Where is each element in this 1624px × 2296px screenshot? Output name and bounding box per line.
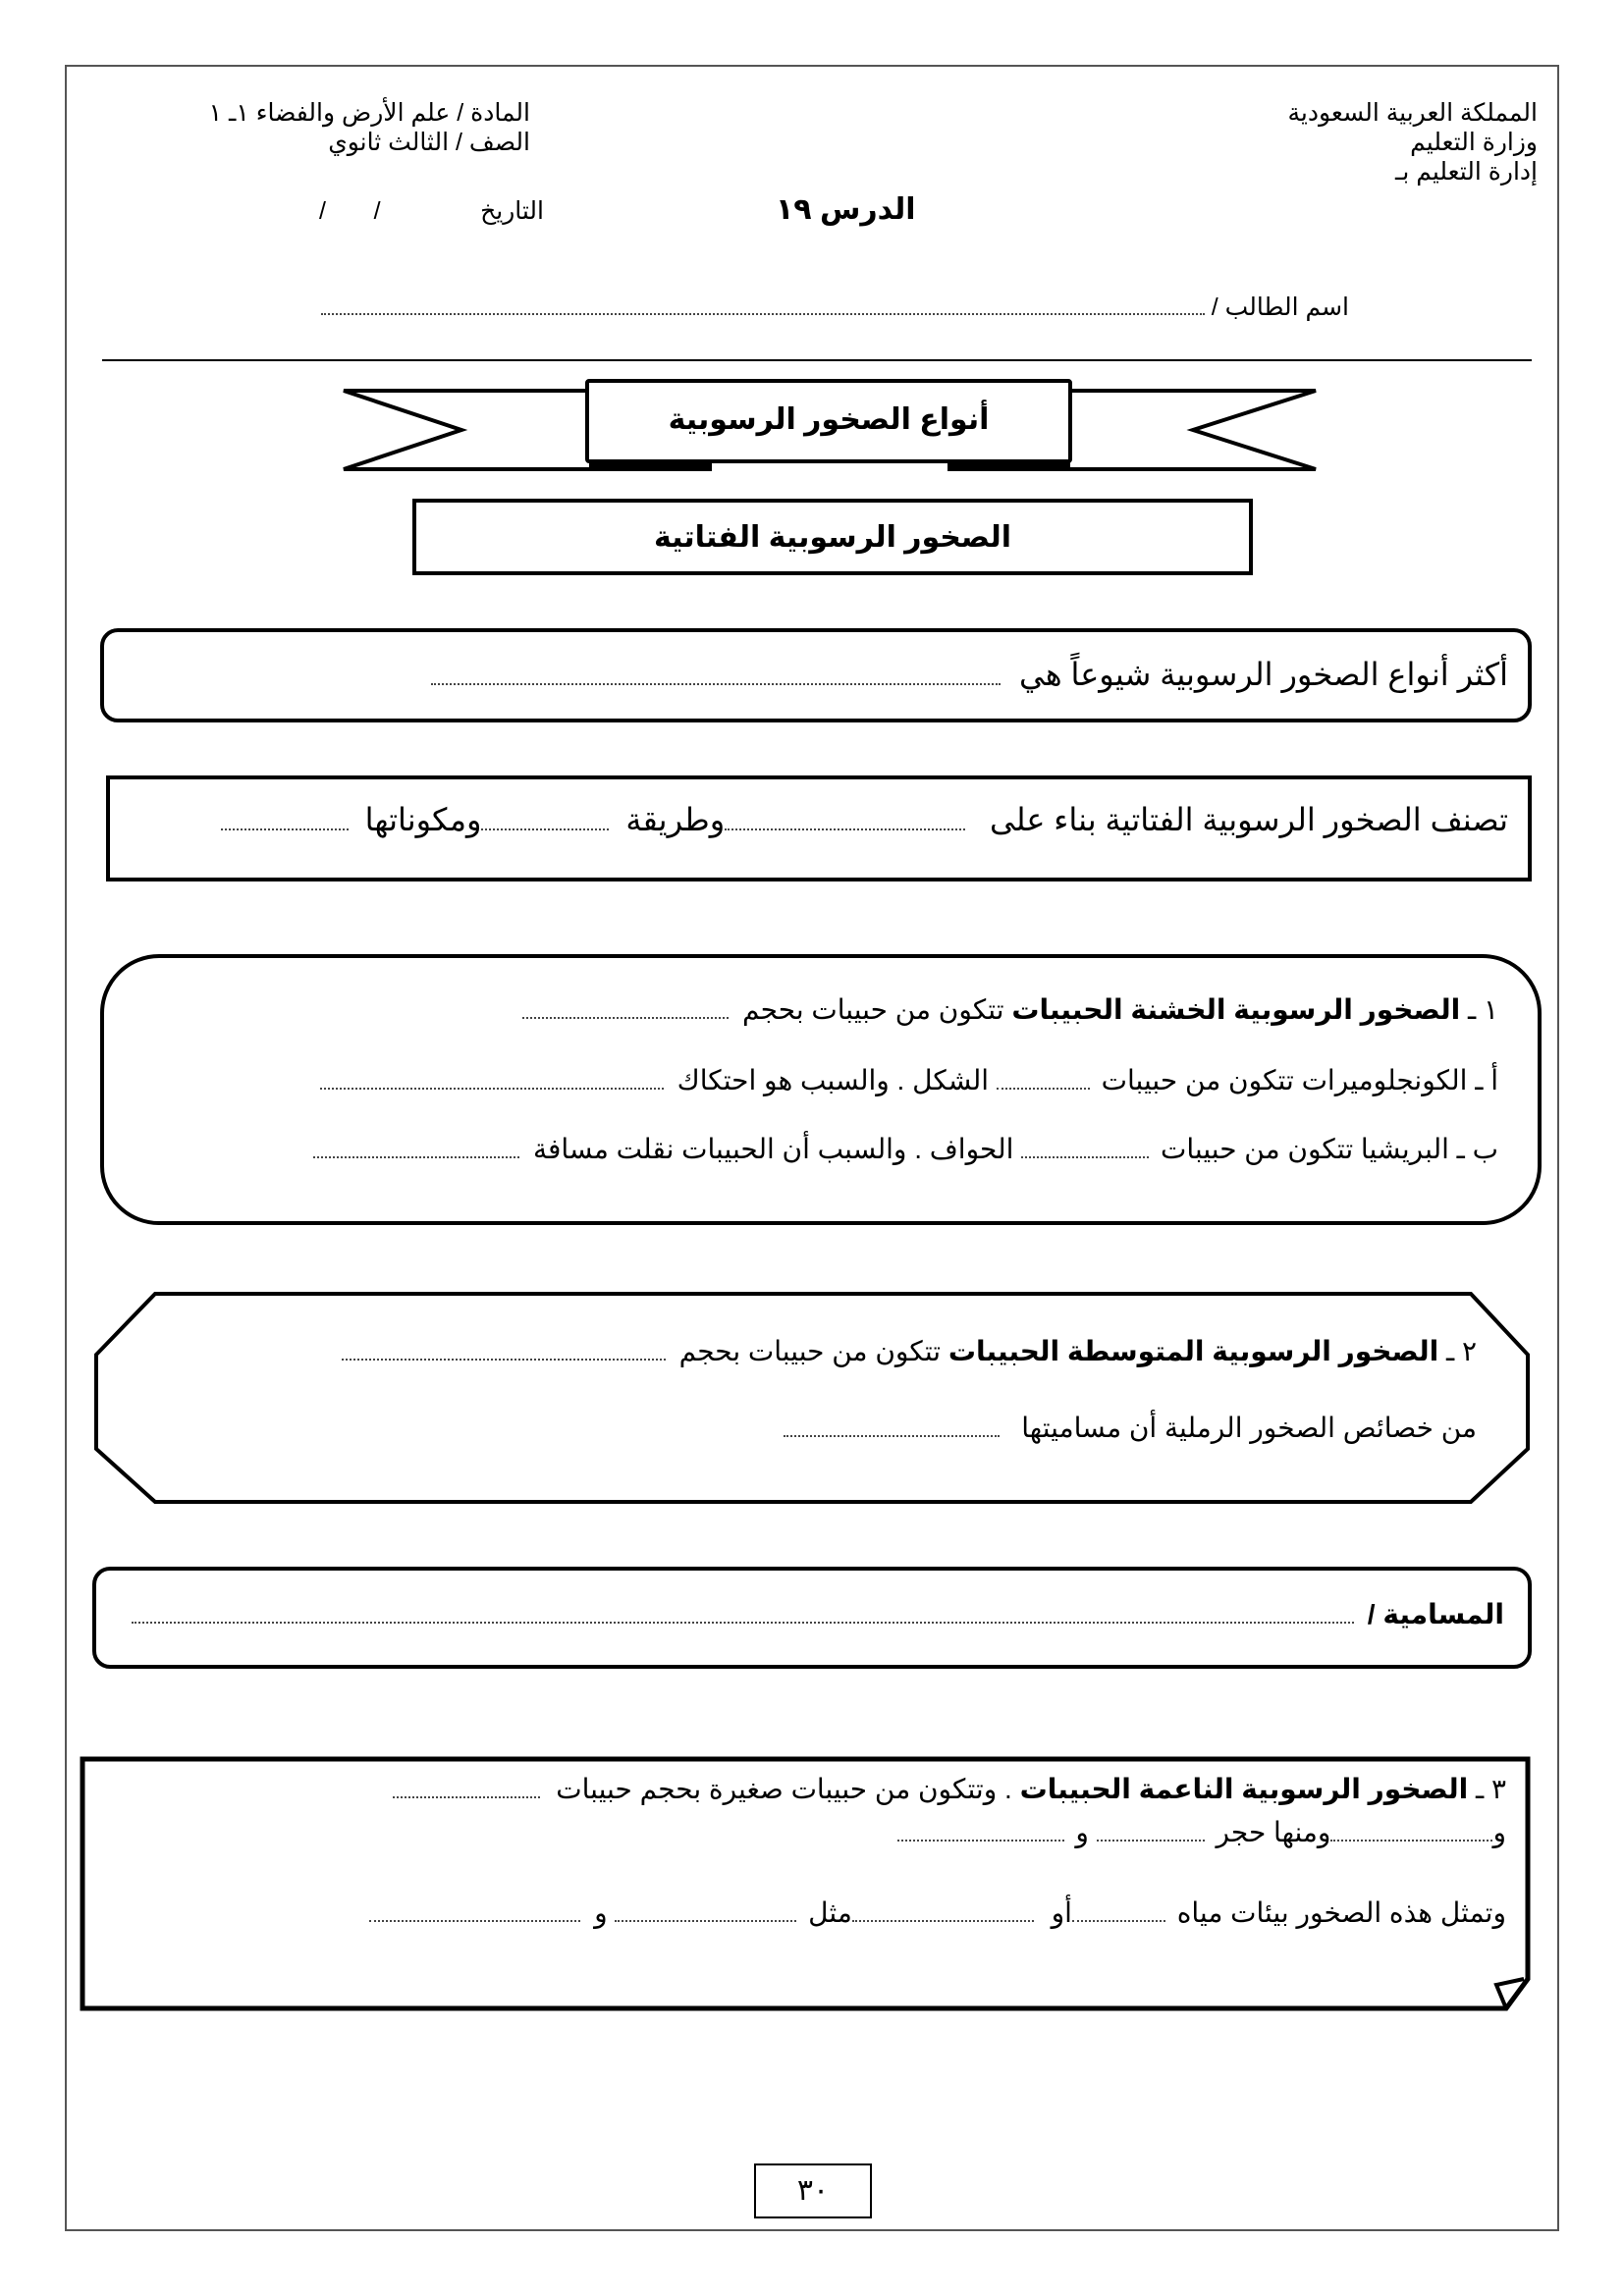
- coarse-a-field-1[interactable]: [997, 1070, 1090, 1090]
- coarse-b-field-1[interactable]: [1021, 1139, 1149, 1158]
- q1-text: أكثر أنواع الصخور الرسوبية شيوعاً هي: [1019, 657, 1508, 692]
- porosity-box: [92, 1567, 1532, 1669]
- coarse-line-1: [104, 993, 1498, 1026]
- fine-l3-field-3[interactable]: [615, 1902, 796, 1922]
- q2-box: [106, 775, 1532, 881]
- porosity-label: المسامية /: [1367, 1599, 1504, 1629]
- fine-l2-c: و: [1075, 1817, 1089, 1847]
- medium-box: [147, 1335, 1477, 1492]
- coarse-a-text-2: الشكل . والسبب هو احتكاك: [677, 1065, 990, 1095]
- q1-line: [104, 656, 1508, 693]
- date-slashes: / /: [319, 197, 381, 225]
- porosity-field[interactable]: [132, 1604, 1354, 1624]
- lesson-title: الدرس ١٩: [776, 193, 916, 226]
- subtitle-box: [412, 499, 1253, 575]
- fine-line-1: [98, 1773, 1506, 1805]
- porosity-line: [96, 1598, 1504, 1630]
- fine-l3-field-4[interactable]: [369, 1902, 580, 1922]
- fine-l2-field-2[interactable]: [1097, 1822, 1205, 1842]
- fine-l3-a: وتمثل هذه الصخور بيئات مياه: [1176, 1897, 1506, 1928]
- fine-l2-field-1[interactable]: [1330, 1822, 1492, 1842]
- q2-answer-field-1[interactable]: [725, 811, 965, 830]
- coarse-b-field-2[interactable]: [313, 1139, 519, 1158]
- coarse-b-text-2: الحواف . والسبب أن الحبيبات نقلت مسافة: [532, 1134, 1014, 1164]
- header-right: [1287, 98, 1538, 187]
- fine-number: ٣ ـ: [1475, 1774, 1506, 1804]
- coarse-line-b: [104, 1133, 1498, 1165]
- coarse-tail: تتكون من حبيبات بحجم: [742, 994, 1004, 1025]
- medium-number: ٢ ـ: [1445, 1336, 1477, 1366]
- coarse-number: ١ ـ: [1467, 994, 1498, 1025]
- header-divider: [102, 359, 1532, 361]
- medium-line-2: [147, 1412, 1477, 1444]
- q2-text-2: وطريقة: [625, 802, 726, 837]
- directorate-label: إدارة التعليم بـ: [1395, 158, 1538, 186]
- fine-line-2: [98, 1816, 1506, 1848]
- fine-l3-field-1[interactable]: [1072, 1902, 1165, 1922]
- q2-text-3: ومكوناتها: [364, 802, 482, 837]
- q2-text-1: تصنف الصخور الرسوبية الفتاتية بناء على: [990, 802, 1508, 837]
- subtitle-text: الصخور الرسوبية الفتاتية: [653, 521, 1012, 554]
- coarse-line-a: [104, 1064, 1498, 1096]
- fine-box: [98, 1773, 1506, 1989]
- kingdom-label: المملكة العربية السعودية: [1287, 99, 1538, 127]
- fine-l3-field-2[interactable]: [852, 1902, 1034, 1922]
- q2-answer-field-3[interactable]: [221, 811, 349, 830]
- q1-box: [100, 628, 1532, 722]
- coarse-heading: الصخور الرسوبية الخشنة الحبيبات: [1011, 994, 1461, 1025]
- coarse-b-text-1: ب ـ البريشيا تتكون من حبيبات: [1160, 1134, 1498, 1164]
- student-name-label: اسم الطالب /: [1211, 294, 1349, 321]
- banner-title: أنواع الصخور الرسوبية: [668, 403, 990, 436]
- page-number: ٣٠: [754, 2163, 872, 2218]
- q2-line: [110, 801, 1508, 838]
- student-name-field[interactable]: [321, 295, 1205, 315]
- coarse-box: [100, 954, 1542, 1225]
- fine-tail: . وتتكون من حبيبات صغيرة بحجم حبيبات: [556, 1774, 1012, 1804]
- grade-label: الصف / الثالث ثانوي: [328, 129, 530, 156]
- coarse-a-field-2[interactable]: [320, 1070, 664, 1090]
- ministry-label: وزارة التعليم: [1410, 129, 1538, 156]
- fine-l2-a: و: [1492, 1817, 1506, 1847]
- q2-answer-field-2[interactable]: [481, 811, 609, 830]
- medium-porosity-text: من خصائص الصخور الرملية أن مساميتها: [1021, 1413, 1477, 1443]
- header-left: [209, 98, 530, 157]
- subject-label: المادة / علم الأرض والفضاء ١ـ ١: [208, 99, 530, 127]
- fine-l3-d: و: [594, 1897, 608, 1928]
- fine-l3-c: مثل: [808, 1897, 852, 1928]
- medium-porosity-field[interactable]: [784, 1417, 1000, 1437]
- fine-l2-field-3[interactable]: [897, 1822, 1064, 1842]
- medium-line-1: [147, 1335, 1477, 1367]
- fine-line-3: [98, 1896, 1506, 1929]
- banner-box: [585, 379, 1072, 463]
- medium-tail: تتكون من حبيبات بحجم: [678, 1336, 942, 1366]
- fine-l3-b: أو: [1051, 1897, 1072, 1928]
- student-name-row: [321, 293, 1349, 322]
- medium-size-field[interactable]: [342, 1341, 666, 1361]
- fine-l2-b: ومنها حجر: [1216, 1817, 1331, 1847]
- fine-size-field[interactable]: [393, 1779, 540, 1798]
- q1-answer-field[interactable]: [431, 666, 1001, 685]
- medium-heading: الصخور الرسوبية المتوسطة الحبيبات: [947, 1336, 1439, 1366]
- coarse-a-text-1: أ ـ الكونجلوميرات تتكون من حبيبات: [1101, 1065, 1498, 1095]
- date-label: التاريخ: [480, 197, 544, 225]
- fine-heading: الصخور الرسوبية الناعمة الحبيبات: [1019, 1774, 1469, 1804]
- coarse-size-field[interactable]: [522, 999, 729, 1019]
